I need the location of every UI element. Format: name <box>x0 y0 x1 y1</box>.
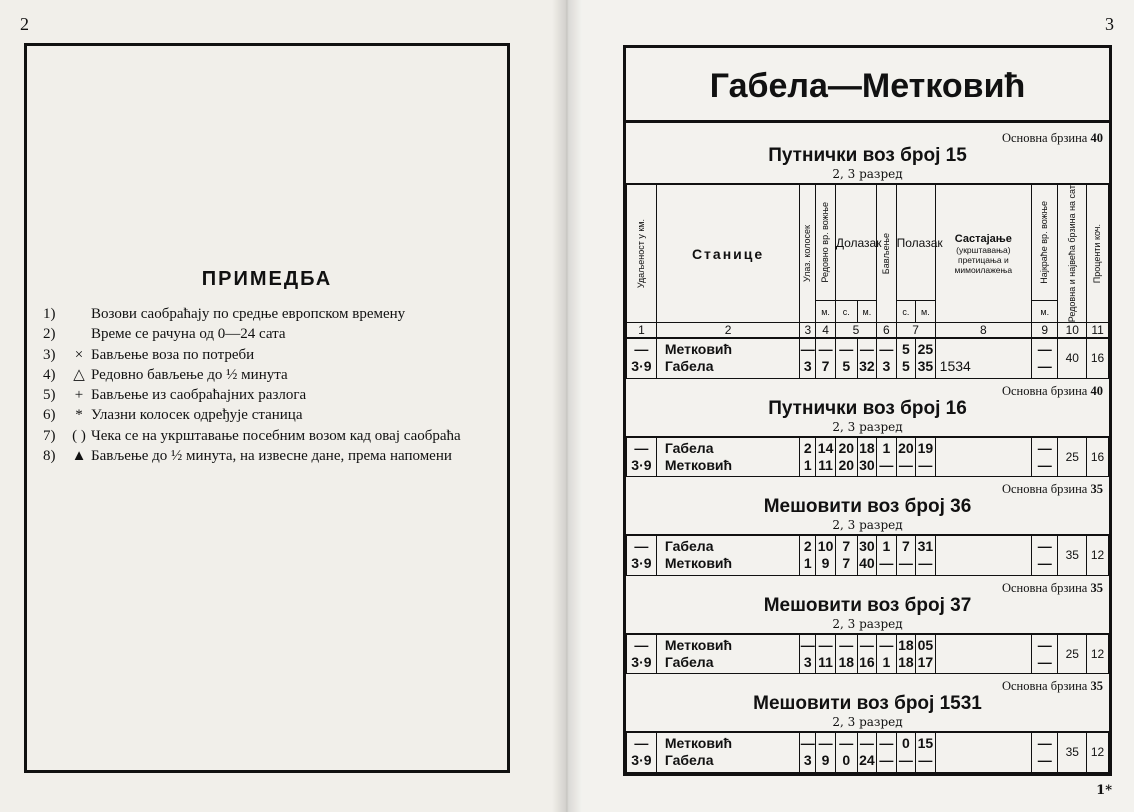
regular-time-cell: 10 9 <box>816 535 836 575</box>
page-number-right: 3 <box>1105 14 1114 34</box>
note-number: 8) <box>43 448 56 465</box>
train-section <box>626 477 1109 576</box>
column-number: 3 <box>800 323 816 339</box>
speed-cell: 25 <box>1058 437 1087 477</box>
regular-time-cell: — 9 <box>816 732 836 772</box>
stop-cell: — 3 <box>877 338 897 378</box>
note-item <box>43 304 495 324</box>
departure-minute-cell: 25 35 <box>916 338 936 378</box>
train-section <box>626 126 1109 379</box>
train-classes: 2, 3 разред <box>832 518 903 533</box>
train-table <box>626 633 1109 675</box>
note-symbol: * <box>75 407 83 424</box>
arrival-minute-cell: 18 30 <box>857 437 877 477</box>
timetable-frame <box>623 45 1112 776</box>
sub-s: с. <box>896 301 916 323</box>
arrival-minute-cell: — 32 <box>857 338 877 378</box>
meeting-cell <box>935 535 1031 575</box>
percent-cell: 16 <box>1087 338 1109 378</box>
speed-cell: 35 <box>1058 732 1087 772</box>
train-classes: 2, 3 разред <box>832 167 903 181</box>
column-number: 11 <box>1087 323 1109 339</box>
regular-time-cell: — 11 <box>816 634 836 674</box>
speed-cell: 35 <box>1058 535 1087 575</box>
note-symbol: ( ) <box>72 427 86 444</box>
train-classes: 2, 3 разред <box>832 616 903 631</box>
shortest-time-cell: — — <box>1032 338 1058 378</box>
sub-m: м. <box>816 301 836 323</box>
shortest-time-cell: — — <box>1032 634 1058 674</box>
trains-container <box>626 126 1109 773</box>
stop-cell: 1 — <box>877 437 897 477</box>
base-speed: Основна брзина 40 <box>1001 131 1103 145</box>
note-text: Време се рачуна од 0—24 сата <box>91 326 286 343</box>
column-number: 7 <box>896 323 935 339</box>
footer-mark: 1* <box>1096 783 1112 798</box>
note-number: 2) <box>43 326 56 343</box>
train-section <box>626 379 1109 478</box>
train-name: Путнички воз број 16 <box>768 397 967 419</box>
sub-m: м. <box>916 301 936 323</box>
arrival-minute-cell: — 24 <box>857 732 877 772</box>
note-text: Чека се на укрштавање посебним возом кад овај саобраћа <box>91 427 461 444</box>
shortest-time-cell: — — <box>1032 437 1058 477</box>
train-table <box>626 534 1109 576</box>
column-number: 6 <box>877 323 897 339</box>
station-cell: Метковић Габела <box>656 732 799 772</box>
train-name: Мешовити воз број 36 <box>763 496 972 518</box>
note-number: 4) <box>43 366 56 383</box>
train-table <box>626 731 1109 773</box>
departure-hour-cell: 20 — <box>896 437 916 477</box>
percent-cell: 16 <box>1087 437 1109 477</box>
train-classes: 2, 3 разред <box>832 419 903 434</box>
track-cell: 2 1 <box>800 535 816 575</box>
track-cell: — 3 <box>800 338 816 378</box>
note-number: 6) <box>43 407 56 424</box>
note-symbol <box>67 324 91 344</box>
header-stations: Станице <box>656 184 799 323</box>
distance-cell: — 3·9 <box>627 634 657 674</box>
column-number: 4 <box>816 323 836 339</box>
departure-hour-cell: 18 18 <box>896 634 916 674</box>
distance-cell: — 3·9 <box>627 437 657 477</box>
meeting-cell <box>935 437 1031 477</box>
notes-title: ПРИМЕДБА <box>201 268 333 290</box>
percent-cell: 12 <box>1087 535 1109 575</box>
distance-cell: — 3·9 <box>627 338 657 378</box>
train-section <box>626 674 1109 773</box>
arrival-hour-cell: — 0 <box>835 732 857 772</box>
distance-cell: — 3·9 <box>627 535 657 575</box>
header-stop: Бављење <box>877 184 897 323</box>
percent-cell: 12 <box>1087 634 1109 674</box>
notes-frame <box>24 43 510 773</box>
sub-s: с. <box>835 301 857 323</box>
header-speed: Редовна и највећа брзина на сат <box>1058 184 1087 323</box>
column-number: 2 <box>656 323 799 339</box>
note-symbol <box>67 304 91 324</box>
route-title: Габела—Метковић <box>626 48 1109 123</box>
stop-cell: 1 — <box>877 535 897 575</box>
regular-time-cell: 14 11 <box>816 437 836 477</box>
train-name: Мешовити воз број 1531 <box>753 693 982 715</box>
station-cell: Метковић Габела <box>656 634 799 674</box>
note-text: Бављење воза по потреби <box>91 346 255 363</box>
departure-hour-cell: 5 5 <box>896 338 916 378</box>
note-symbol: △ <box>73 366 85 383</box>
note-text: Редовно бављење до ½ минута <box>91 366 288 383</box>
arrival-minute-cell: 30 40 <box>857 535 877 575</box>
column-number: 1 <box>627 323 657 339</box>
note-item <box>43 405 495 425</box>
column-number: 8 <box>935 323 1031 339</box>
train-name: Мешовити воз број 37 <box>763 594 972 616</box>
base-speed: Основна брзина 35 <box>1001 679 1103 694</box>
departure-minute-cell: 31 — <box>916 535 936 575</box>
note-item <box>43 446 495 466</box>
base-speed: Основна брзина 35 <box>1001 482 1103 497</box>
header-arrival: Долазак <box>835 184 876 301</box>
departure-minute-cell: 19 — <box>916 437 936 477</box>
departure-minute-cell: 05 17 <box>916 634 936 674</box>
departure-minute-cell: 15 — <box>916 732 936 772</box>
stop-cell: — — <box>877 732 897 772</box>
meeting-cell: 1534 <box>935 338 1031 378</box>
percent-cell: 12 <box>1087 732 1109 772</box>
station-cell: Габела Метковић <box>656 535 799 575</box>
column-number: 9 <box>1032 323 1058 339</box>
page-number-left: 2 <box>20 14 29 34</box>
header-track: Улаз. колосек <box>800 184 816 323</box>
arrival-hour-cell: — 18 <box>835 634 857 674</box>
stop-cell: — 1 <box>877 634 897 674</box>
train-table <box>626 183 1109 379</box>
header-shortest-time: Најкраће вр. вожње <box>1032 184 1058 301</box>
header-distance: Удаљеност у км. <box>627 184 657 323</box>
arrival-hour-cell: — 5 <box>835 338 857 378</box>
speed-cell: 25 <box>1058 634 1087 674</box>
note-item <box>43 385 495 405</box>
shortest-time-cell: — — <box>1032 535 1058 575</box>
header-departure: Полазак <box>896 184 935 301</box>
train-table <box>626 436 1109 478</box>
base-speed: Основна брзина 40 <box>1001 383 1103 398</box>
column-number: 10 <box>1058 323 1087 339</box>
arrival-hour-cell: 20 20 <box>835 437 857 477</box>
sub-m: м. <box>1032 301 1058 323</box>
distance-cell: — 3·9 <box>627 732 657 772</box>
speed-cell: 40 <box>1058 338 1087 378</box>
track-cell: — 3 <box>800 732 816 772</box>
header-percent: Проценти коч. <box>1087 184 1109 323</box>
train-classes: 2, 3 разред <box>832 715 903 730</box>
right-page <box>567 0 1134 812</box>
book-gutter <box>552 0 582 812</box>
regular-time-cell: — 7 <box>816 338 836 378</box>
column-number: 5 <box>835 323 876 339</box>
note-symbol: × <box>74 346 84 363</box>
train-section <box>626 576 1109 675</box>
note-text: Возови саобраћају по средње европском времену <box>91 306 406 322</box>
note-number: 7) <box>43 427 56 444</box>
note-item <box>43 324 495 344</box>
meeting-cell <box>935 634 1031 674</box>
header-meeting: Састајање (укрштавања) претицања и мимоилажења <box>935 184 1031 323</box>
shortest-time-cell: — — <box>1032 732 1058 772</box>
departure-hour-cell: 0 — <box>896 732 916 772</box>
note-number: 5) <box>43 387 56 404</box>
track-cell: 2 1 <box>800 437 816 477</box>
sub-m: м. <box>857 301 877 323</box>
base-speed: Основна брзина 35 <box>1001 580 1103 595</box>
arrival-minute-cell: — 16 <box>857 634 877 674</box>
meeting-cell <box>935 732 1031 772</box>
notes-list <box>43 304 495 466</box>
note-item <box>43 365 495 385</box>
header-regular-time: Редовно вр. вожње <box>816 184 836 301</box>
note-text: Улазни колосек одређује станица <box>91 407 303 424</box>
note-item <box>43 426 495 446</box>
note-number: 3) <box>43 346 56 363</box>
note-symbol: ▲ <box>71 448 87 465</box>
note-text: Бављење до ½ минута, на извесне дане, према напомени <box>91 448 452 465</box>
note-item <box>43 345 495 365</box>
track-cell: — 3 <box>800 634 816 674</box>
note-number: 1) <box>43 306 56 322</box>
station-cell: Габела Метковић <box>656 437 799 477</box>
train-name: Путнички воз број 15 <box>768 145 967 166</box>
arrival-hour-cell: 7 7 <box>835 535 857 575</box>
note-symbol: + <box>74 387 84 404</box>
note-text: Бављење из саобраћајних разлога <box>91 387 307 404</box>
station-cell: Метковић Габела <box>656 338 799 378</box>
departure-hour-cell: 7 — <box>896 535 916 575</box>
